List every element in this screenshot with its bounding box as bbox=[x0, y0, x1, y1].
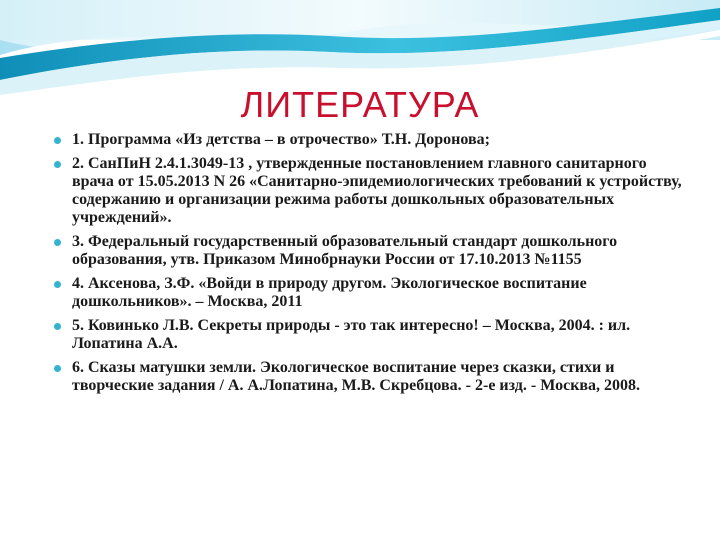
bullet-icon bbox=[54, 281, 61, 288]
list-item bbox=[48, 155, 688, 227]
reference-list bbox=[48, 131, 688, 401]
reference-text: 4. Аксенова, З.Ф. «Войди в природу другом. Экологическое воспитание дошкольников». – Москва, 2011 bbox=[72, 275, 587, 310]
reference-text: 5. Ковинько Л.В. Секреты природы - это так интересно! – Москва, 2004. : ил. Лопатина А.А. bbox=[72, 317, 631, 352]
reference-text: 3. Федеральный государственный образовательный стандарт дошкольного образования, утв. Приказом Минобрнауки России от 17.10.2013 №1155 bbox=[72, 233, 618, 268]
reference-text: 2. СанПиН 2.4.1.3049-13 , утвержденные постановлением главного санитарного врача от 15.05.2013 N 26 «Санитарно-эпидемиологических требований к устройству, содержанию и организации режима работы дошкольных образовательных учреждений». bbox=[72, 155, 682, 226]
bullet-icon bbox=[54, 323, 61, 330]
bullet-icon bbox=[54, 137, 61, 144]
list-item bbox=[48, 233, 688, 269]
slide-title: ЛИТЕРАТУРА bbox=[240, 84, 480, 125]
bullet-icon bbox=[54, 365, 61, 372]
list-item bbox=[48, 275, 688, 311]
reference-text: 6. Сказы матушки земли. Экологическое воспитание через сказки, стихи и творческие задания / А. А.Лопатина, М.В. Скребцова. - 2-е изд. - Москва, 2008. bbox=[72, 359, 641, 394]
list-item bbox=[48, 359, 688, 395]
bullet-icon bbox=[54, 239, 61, 246]
list-item bbox=[48, 131, 688, 149]
list-item bbox=[48, 317, 688, 353]
reference-text: 1. Программа «Из детства – в отрочество» Т.Н. Доронова; bbox=[72, 131, 490, 148]
bullet-icon bbox=[54, 161, 61, 168]
